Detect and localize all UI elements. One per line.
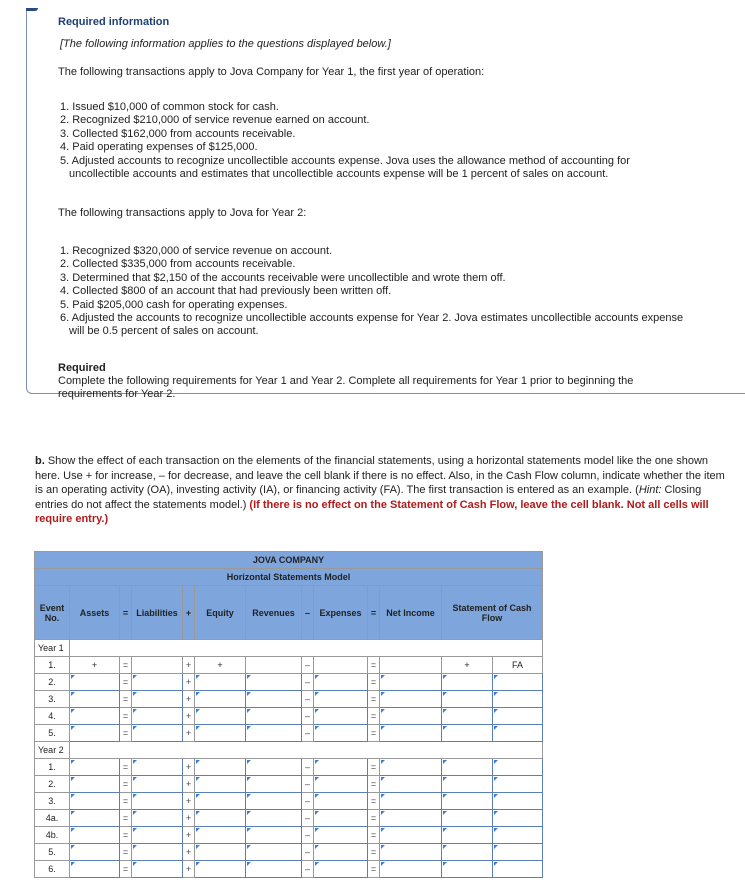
table-row — [35, 674, 543, 691]
info-note: [The following information applies to the questions displayed below.] — [60, 38, 391, 50]
event-no: 4. — [35, 708, 70, 725]
minus-sign: – — [302, 827, 314, 844]
eq-sign: = — [368, 759, 380, 776]
liabilities-input[interactable] — [132, 844, 183, 861]
eq-sign: = — [120, 861, 132, 878]
scf-activity-input[interactable] — [493, 674, 543, 691]
scf-effect-input[interactable] — [442, 759, 493, 776]
liabilities-input[interactable] — [132, 776, 183, 793]
eq-sign: = — [368, 691, 380, 708]
assets-input[interactable] — [70, 759, 120, 776]
eq-sign: = — [368, 674, 380, 691]
eq-sign: = — [368, 657, 380, 674]
minus-sign: – — [302, 810, 314, 827]
equity-input[interactable] — [195, 861, 246, 878]
eq-sign: = — [120, 776, 132, 793]
minus-sign: – — [302, 708, 314, 725]
hint-label: Hint: — [638, 484, 662, 496]
instruction-text-2: Closing entries do not affect the statements model.) — [35, 484, 702, 511]
net-income-input[interactable] — [380, 674, 442, 691]
assets-input[interactable] — [70, 674, 120, 691]
table-row — [35, 810, 543, 827]
net-income-input[interactable] — [380, 776, 442, 793]
scf-effect-input[interactable] — [442, 776, 493, 793]
net-income-input[interactable] — [380, 708, 442, 725]
instruction-text: Show the effect of each transaction on the elements of the financial statements, using a horizontal statements model like the one shown here. Use + for increase, – for decrease, and leave the cell blank if there is no effect. Also, in the Cash Flow column, indicate whether the item is an operating activity (OA), investing activity (IA), or financing activity (FA). The first transaction is entered as an example. ( — [35, 455, 725, 496]
expenses-input[interactable] — [314, 776, 368, 793]
net-income-input[interactable] — [380, 844, 442, 861]
panel-marker — [26, 8, 38, 11]
table-row — [35, 759, 543, 776]
scf-activity-input[interactable] — [493, 793, 543, 810]
year2-intro: The following transactions apply to Jova for Year 2: — [58, 207, 307, 219]
minus-sign: – — [302, 674, 314, 691]
eq-sign: = — [120, 674, 132, 691]
net-income-input[interactable] — [380, 810, 442, 827]
table-row — [35, 793, 543, 810]
revenues-input[interactable] — [246, 844, 302, 861]
scf-activity-cell: FA — [493, 657, 543, 674]
net-income-input[interactable] — [380, 793, 442, 810]
col-liabilities: Liabilities — [132, 586, 183, 640]
net-income-input[interactable] — [380, 725, 442, 742]
liabilities-input[interactable] — [132, 725, 183, 742]
table-row — [35, 725, 543, 742]
assets-input[interactable] — [70, 725, 120, 742]
table-row — [35, 827, 543, 844]
scf-effect-input[interactable] — [442, 844, 493, 861]
expenses-input[interactable] — [314, 725, 368, 742]
minus-sign: – — [302, 861, 314, 878]
part-b-instructions — [35, 454, 735, 527]
table-row — [35, 708, 543, 725]
year-row-fill — [70, 640, 543, 657]
revenues-input[interactable] — [246, 759, 302, 776]
table-row — [35, 844, 543, 861]
event-no: 3. — [35, 691, 70, 708]
scf-effect-input[interactable] — [442, 725, 493, 742]
eq-sign: = — [120, 708, 132, 725]
eq-sign: = — [120, 759, 132, 776]
equity-input[interactable] — [195, 691, 246, 708]
table-row — [35, 691, 543, 708]
scf-effect-input[interactable] — [442, 793, 493, 810]
scf-activity-input[interactable] — [493, 759, 543, 776]
required-information-title: Required information — [58, 16, 170, 28]
eq-sign: = — [368, 708, 380, 725]
col-net-income: Net Income — [380, 586, 442, 640]
col-scf: Statement of Cash Flow — [442, 586, 543, 640]
minus-sign: – — [302, 759, 314, 776]
col-revenues: Revenues — [246, 586, 302, 640]
horizontal-statements-model-table — [34, 551, 543, 878]
scf-activity-input[interactable] — [493, 708, 543, 725]
equity-input[interactable] — [195, 793, 246, 810]
revenues-input[interactable] — [246, 793, 302, 810]
minus-sign: – — [302, 657, 314, 674]
list-item: 1. Recognized $320,000 of service revenue on account. — [60, 245, 333, 257]
revenues-input[interactable] — [246, 674, 302, 691]
eq-sign: = — [120, 691, 132, 708]
event-no: 4a. — [35, 810, 70, 827]
plus-sign: + — [183, 674, 195, 691]
eq-sign: = — [120, 657, 132, 674]
year-row-fill — [70, 742, 543, 759]
net-income-cell — [380, 657, 442, 674]
required-text: Complete the following requirements for Year 1 and Year 2. Complete all requirements for Year 1 prior to beginning the requirements for Year 2. — [58, 375, 634, 400]
eq-sign: = — [368, 725, 380, 742]
revenues-cell — [246, 657, 302, 674]
revenues-input[interactable] — [246, 725, 302, 742]
scf-activity-input[interactable] — [493, 776, 543, 793]
instruction-warning: (If there is no effect on the Statement of Cash Flow, leave the cell blank. Not all cells will require entry.) — [35, 498, 709, 525]
scf-activity-input[interactable] — [493, 827, 543, 844]
assets-input[interactable] — [70, 708, 120, 725]
eq-sign: = — [120, 827, 132, 844]
net-income-input[interactable] — [380, 759, 442, 776]
list-item: 5. Adjusted accounts to recognize uncollectible accounts expense. Jova uses the allowance method of accounting for uncollectible accounts and estimates that uncollectible accounts expense will be 1 percent of sales on account. — [60, 154, 630, 181]
col-expenses: Expenses — [314, 586, 368, 640]
net-income-input[interactable] — [380, 691, 442, 708]
revenues-input[interactable] — [246, 708, 302, 725]
list-item: 4. Collected $800 of an account that had previously been written off. — [60, 285, 392, 298]
plus-sign: + — [183, 725, 195, 742]
list-item: 5. Paid $205,000 cash for operating expenses. — [60, 298, 288, 311]
equity-cell: + — [195, 657, 246, 674]
plus-sign: + — [183, 793, 195, 810]
col-eq: = — [120, 586, 132, 640]
expenses-input[interactable] — [314, 844, 368, 861]
table-title: Horizontal Statements Model — [35, 569, 543, 586]
expenses-input[interactable] — [314, 810, 368, 827]
expenses-input[interactable] — [314, 691, 368, 708]
expenses-cell — [314, 657, 368, 674]
scf-effect-input[interactable] — [442, 674, 493, 691]
revenues-input[interactable] — [246, 776, 302, 793]
list-item: 2. Recognized $210,000 of service revenue earned on account. — [60, 114, 370, 127]
scf-effect-input[interactable] — [442, 691, 493, 708]
expenses-input[interactable] — [314, 759, 368, 776]
plus-sign: + — [183, 691, 195, 708]
revenues-input[interactable] — [246, 691, 302, 708]
eq-sign: = — [368, 861, 380, 878]
event-no: 1. — [35, 759, 70, 776]
year2-transaction-list — [60, 245, 690, 339]
liabilities-input[interactable] — [132, 691, 183, 708]
eq-sign: = — [120, 844, 132, 861]
net-income-input[interactable] — [380, 827, 442, 844]
year2-label: Year 2 — [35, 742, 70, 759]
table-row-example — [35, 657, 543, 674]
eq-sign: = — [368, 810, 380, 827]
equity-input[interactable] — [195, 708, 246, 725]
eq-sign: = — [368, 776, 380, 793]
expenses-input[interactable] — [314, 793, 368, 810]
plus-sign: + — [183, 861, 195, 878]
liabilities-cell — [132, 657, 183, 674]
list-item: 3. Determined that $2,150 of the accounts receivable were uncollectible and wrote them off. — [60, 271, 506, 284]
scf-activity-input[interactable] — [493, 725, 543, 742]
col-equity: Equity — [195, 586, 246, 640]
equity-input[interactable] — [195, 810, 246, 827]
list-item: 4. Paid operating expenses of $125,000. — [60, 141, 258, 154]
required-heading: Required — [58, 362, 106, 374]
scf-activity-input[interactable] — [493, 844, 543, 861]
year1-label: Year 1 — [35, 640, 70, 657]
assets-input[interactable] — [70, 776, 120, 793]
part-letter: b. — [35, 455, 45, 467]
liabilities-input[interactable] — [132, 810, 183, 827]
event-no: 2. — [35, 674, 70, 691]
eq-sign: = — [120, 810, 132, 827]
eq-sign: = — [368, 827, 380, 844]
list-item: 2. Collected $335,000 from accounts receivable. — [60, 258, 296, 271]
minus-sign: – — [302, 844, 314, 861]
col-eq2: = — [368, 586, 380, 640]
expenses-input[interactable] — [314, 861, 368, 878]
list-item: 6. Adjusted the accounts to recognize uncollectible accounts expense for Year 2. Jova estimates uncollectible accounts expense will be 0.5 percent of sales on account. — [60, 312, 684, 338]
plus-sign: + — [183, 708, 195, 725]
liabilities-input[interactable] — [132, 674, 183, 691]
event-no: 5. — [35, 844, 70, 861]
event-no: 2. — [35, 776, 70, 793]
expenses-input[interactable] — [314, 708, 368, 725]
revenues-input[interactable] — [246, 810, 302, 827]
equity-input[interactable] — [195, 844, 246, 861]
plus-sign: + — [183, 844, 195, 861]
minus-sign: – — [302, 691, 314, 708]
event-no: 1. — [35, 657, 70, 674]
scf-effect-input[interactable] — [442, 708, 493, 725]
scf-activity-input[interactable] — [493, 810, 543, 827]
list-item: 3. Collected $162,000 from accounts receivable. — [60, 127, 296, 140]
plus-sign: + — [183, 759, 195, 776]
assets-input[interactable] — [70, 810, 120, 827]
liabilities-input[interactable] — [132, 708, 183, 725]
revenues-input[interactable] — [246, 861, 302, 878]
col-minus: – — [302, 586, 314, 640]
expenses-input[interactable] — [314, 674, 368, 691]
col-event: Event No. — [35, 586, 70, 640]
liabilities-input[interactable] — [132, 793, 183, 810]
scf-effect-input[interactable] — [442, 861, 493, 878]
col-plus: + — [183, 586, 195, 640]
scf-activity-input[interactable] — [493, 691, 543, 708]
revenues-input[interactable] — [246, 827, 302, 844]
liabilities-input[interactable] — [132, 861, 183, 878]
table-row — [35, 776, 543, 793]
company-name: JOVA COMPANY — [35, 552, 543, 569]
eq-sign: = — [368, 793, 380, 810]
equity-input[interactable] — [195, 759, 246, 776]
event-no: 4b. — [35, 827, 70, 844]
event-no: 5. — [35, 725, 70, 742]
eq-sign: = — [120, 725, 132, 742]
list-item: 1. Issued $10,000 of common stock for cash. — [60, 101, 279, 113]
plus-sign: + — [183, 810, 195, 827]
plus-sign: + — [183, 827, 195, 844]
minus-sign: – — [302, 776, 314, 793]
assets-input[interactable] — [70, 827, 120, 844]
plus-sign: + — [183, 657, 195, 674]
equity-input[interactable] — [195, 827, 246, 844]
event-no: 3. — [35, 793, 70, 810]
eq-sign: = — [120, 793, 132, 810]
liabilities-input[interactable] — [132, 827, 183, 844]
year1-intro: The following transactions apply to Jova Company for Year 1, the first year of operation: — [58, 66, 485, 78]
assets-input[interactable] — [70, 691, 120, 708]
equity-input[interactable] — [195, 776, 246, 793]
expenses-input[interactable] — [314, 827, 368, 844]
equity-input[interactable] — [195, 674, 246, 691]
assets-input[interactable] — [70, 844, 120, 861]
plus-sign: + — [183, 776, 195, 793]
eq-sign: = — [368, 844, 380, 861]
table-row — [35, 861, 543, 878]
net-income-input[interactable] — [380, 861, 442, 878]
col-assets: Assets — [70, 586, 120, 640]
assets-input[interactable] — [70, 861, 120, 878]
event-no: 6. — [35, 861, 70, 878]
minus-sign: – — [302, 793, 314, 810]
liabilities-input[interactable] — [132, 759, 183, 776]
assets-input[interactable] — [70, 793, 120, 810]
scf-activity-input[interactable] — [493, 861, 543, 878]
scf-effect-input[interactable] — [442, 810, 493, 827]
minus-sign: – — [302, 725, 314, 742]
year1-transaction-list — [60, 101, 680, 181]
equity-input[interactable] — [195, 725, 246, 742]
scf-effect-cell: + — [442, 657, 493, 674]
assets-cell: + — [70, 657, 120, 674]
scf-effect-input[interactable] — [442, 827, 493, 844]
